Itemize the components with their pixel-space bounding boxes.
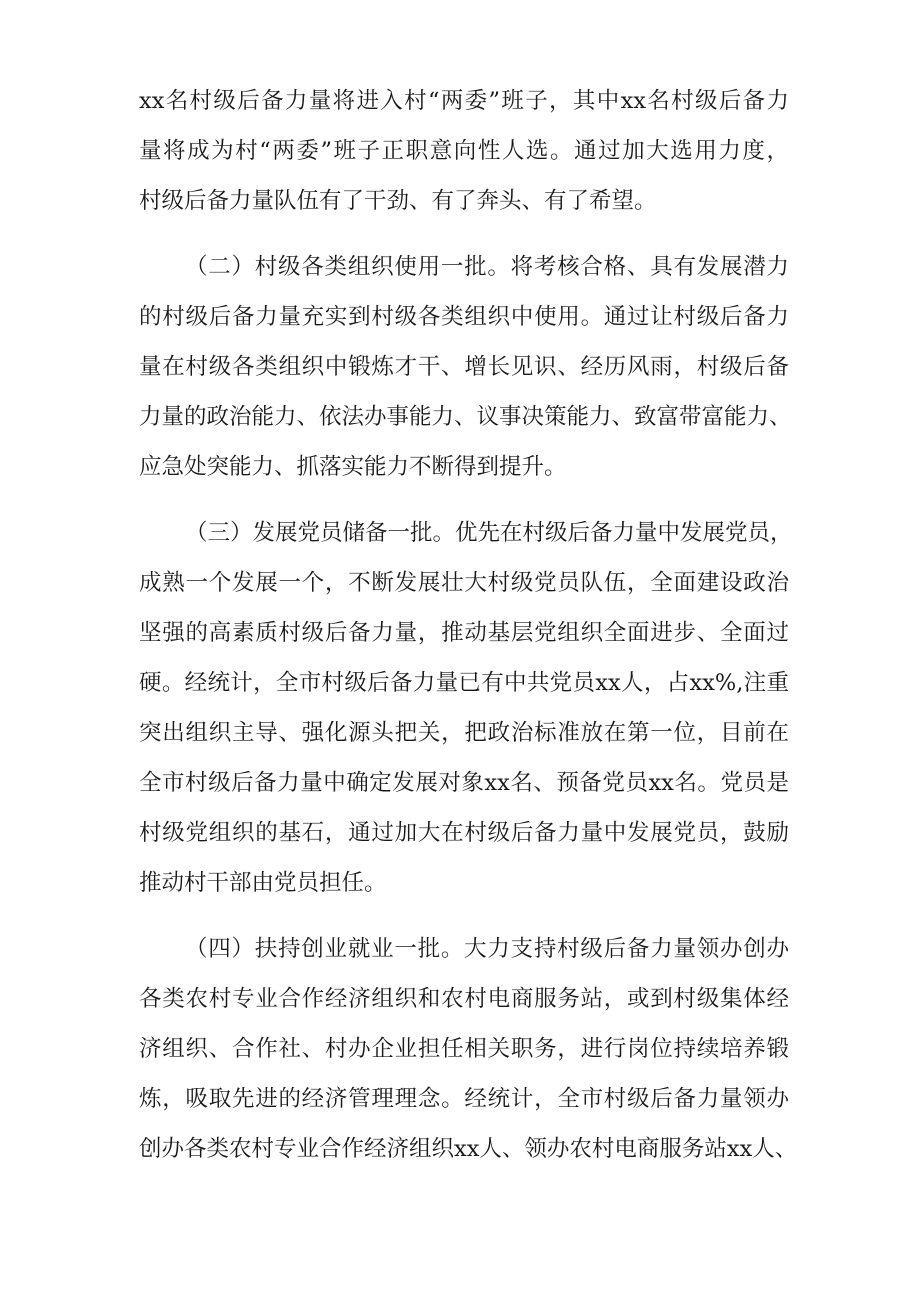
text-line: 量将成为村“两委”班子正职意向性人选。通过加大选用力度， [139,138,789,164]
text-line: 突出组织主导、强化源头把关，把政治标准放在第一位，目前在 [139,720,789,746]
text-line: 全市村级后备力量中确定发展对象xx名、预备党员xx名。党员是 [139,770,789,796]
text-line: 创办各类农村专业合作经济组织xx人、领办农村电商服务站xx人、 [139,1136,798,1162]
text-line: 的村级后备力量充实到村级各类组织中使用。通过让村级后备力 [139,304,789,330]
text-line: （二）村级各类组织使用一批。将考核合格、具有发展潜力 [185,254,789,280]
text-line: 量在村级各类组织中锻炼才干、增长见识、经历风雨，村级后备 [139,354,789,380]
text-line: （四）扶持创业就业一批。大力支持村级后备力量领办创办 [185,936,789,962]
text-line: 推动村干部由党员担任。 [139,870,387,896]
text-line: （三）发展党员储备一批。优先在村级后备力量中发展党员， [185,520,793,546]
text-line: 济组织、合作社、村办企业担任相关职务，进行岗位持续培养锻 [139,1036,789,1062]
text-line: 村级后备力量队伍有了干劲、有了奔头、有了希望。 [139,188,657,214]
text-line: 炼，吸取先进的经济管理理念。经统计，全市村级后备力量领办 [139,1086,789,1112]
text-line: xx名村级后备力量将进入村“两委”班子，其中xx名村级后备力 [139,88,789,114]
text-line: 各类农村专业合作经济组织和农村电商服务站，或到村级集体经 [139,986,789,1012]
text-line: 坚强的高素质村级后备力量，推动基层党组织全面进步、全面过 [139,620,789,646]
text-line: 应急处突能力、抓落实能力不断得到提升。 [139,454,567,480]
text-line: 硬。经统计，全市村级后备力量已有中共党员xx人，占xx%,注重 [139,670,789,696]
text-line: 成熟一个发展一个，不断发展壮大村级党员队伍，全面建设政治 [139,570,789,596]
text-line: 力量的政治能力、依法办事能力、议事决策能力、致富带富能力、 [139,404,792,430]
text-line: 村级党组织的基石，通过加大在村级后备力量中发展党员，鼓励 [139,820,789,846]
